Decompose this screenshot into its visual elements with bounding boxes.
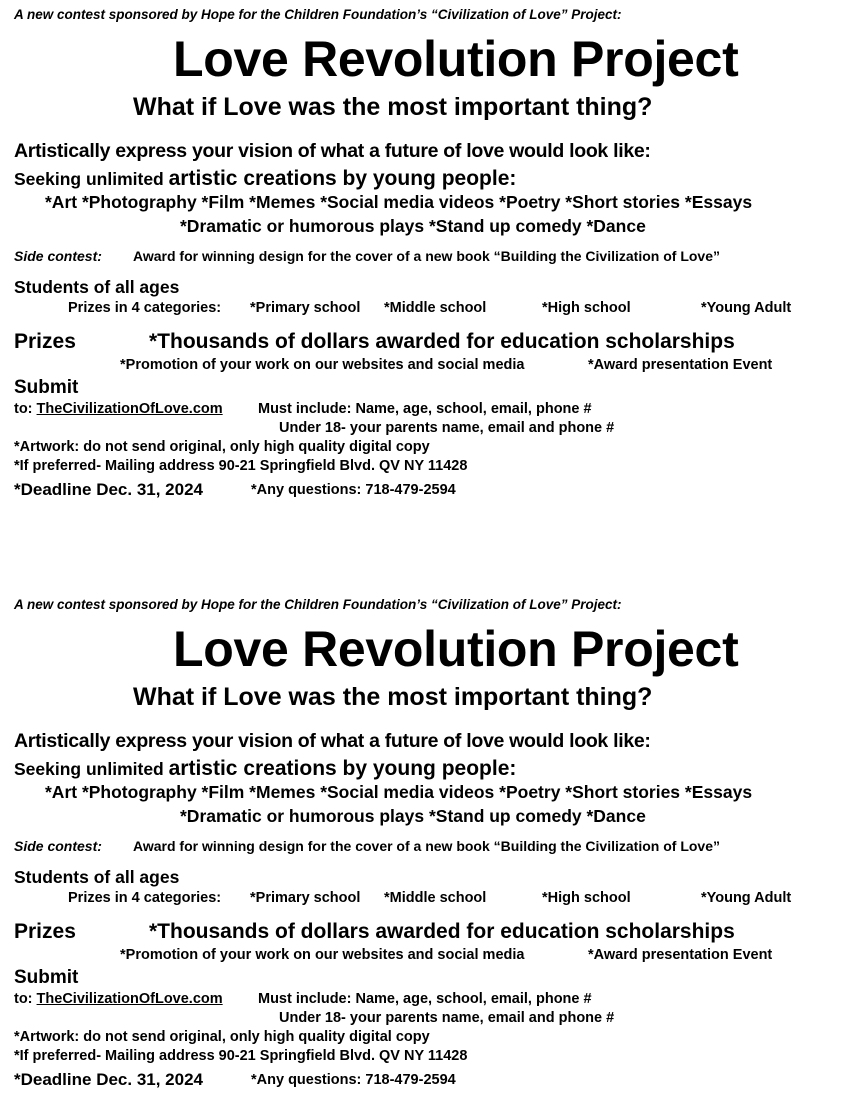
must-include-note: Must include: Name, age, school, email, phone # <box>258 401 592 417</box>
students-heading: Students of all ages <box>14 277 180 297</box>
side-contest-text: Award for winning design for the cover of a new book “Building the Civilization of Love” <box>133 248 720 264</box>
prize-category: *Primary school <box>250 300 361 316</box>
website-link[interactable]: TheCivilizationOfLove.com <box>36 991 223 1007</box>
seeking-emphasis: artistic creations by young people: <box>168 167 517 190</box>
media-list-line-2: *Dramatic or humorous plays *Stand up comedy *Dance <box>180 216 646 236</box>
deadline: *Deadline Dec. 31, 2024 <box>14 1070 204 1089</box>
must-include-note: Must include: Name, age, school, email, phone # <box>258 991 592 1007</box>
prize-category: *Young Adult <box>701 890 792 906</box>
submit-heading: Submit <box>14 967 79 988</box>
intro-line: A new contest sponsored by Hope for the Children Foundation’s “Civilization of Love” Project: <box>14 7 622 22</box>
side-contest-label: Side contest: <box>14 838 102 854</box>
seeking-prefix: Seeking unlimited <box>14 169 169 189</box>
seeking-prefix: Seeking unlimited <box>14 759 169 779</box>
subtitle: What if Love was the most important thing? <box>133 93 653 121</box>
promotion-note: *Promotion of your work on our websites and social media <box>120 357 525 373</box>
mailing-address-note: *If preferred- Mailing address 90-21 Springfield Blvd. QV NY 11428 <box>14 1048 468 1064</box>
questions-phone: *Any questions: 718-479-2594 <box>251 1072 456 1088</box>
prize-category: *High school <box>542 890 631 906</box>
page-title: Love Revolution Project <box>173 31 739 87</box>
questions-phone: *Any questions: 718-479-2594 <box>251 482 456 498</box>
prizes-label: Prizes <box>14 920 76 943</box>
side-contest-label: Side contest: <box>14 248 102 264</box>
submit-to-prefix: to: <box>14 991 37 1007</box>
media-list-line-1: *Art *Photography *Film *Memes *Social media videos *Poetry *Short stories *Essays <box>45 782 753 802</box>
submit-to-line <box>14 992 223 1007</box>
prizes-main: *Thousands of dollars awarded for education scholarships <box>149 330 735 353</box>
artwork-note: *Artwork: do not send original, only high quality digital copy <box>14 439 430 455</box>
under-18-note: Under 18- your parents name, email and phone # <box>279 1010 615 1026</box>
seeking-emphasis: artistic creations by young people: <box>168 757 517 780</box>
mailing-address-note: *If preferred- Mailing address 90-21 Springfield Blvd. QV NY 11428 <box>14 458 468 474</box>
award-event-note: *Award presentation Event <box>588 357 773 373</box>
express-heading: Artistically express your vision of what a future of love would look like: <box>14 730 651 752</box>
subtitle: What if Love was the most important thing? <box>133 683 653 711</box>
prize-categories-label: Prizes in 4 categories: <box>68 300 222 316</box>
submit-to-line <box>14 402 223 417</box>
prize-category: *Young Adult <box>701 300 792 316</box>
seeking-line <box>14 168 516 189</box>
artwork-note: *Artwork: do not send original, only high quality digital copy <box>14 1029 430 1045</box>
submit-heading: Submit <box>14 377 79 398</box>
award-event-note: *Award presentation Event <box>588 947 773 963</box>
intro-line: A new contest sponsored by Hope for the Children Foundation’s “Civilization of Love” Project: <box>14 597 622 612</box>
deadline: *Deadline Dec. 31, 2024 <box>14 480 204 499</box>
students-heading: Students of all ages <box>14 867 180 887</box>
under-18-note: Under 18- your parents name, email and phone # <box>279 420 615 436</box>
prize-category: *High school <box>542 300 631 316</box>
express-heading: Artistically express your vision of what a future of love would look like: <box>14 140 651 162</box>
page-title: Love Revolution Project <box>173 621 739 677</box>
prize-category: *Primary school <box>250 890 361 906</box>
prize-category: *Middle school <box>384 300 487 316</box>
media-list-line-1: *Art *Photography *Film *Memes *Social media videos *Poetry *Short stories *Essays <box>45 192 753 212</box>
prize-category: *Middle school <box>384 890 487 906</box>
prize-categories-label: Prizes in 4 categories: <box>68 890 222 906</box>
flyer-top <box>0 0 845 520</box>
flyer-bottom <box>0 590 845 1110</box>
prizes-label: Prizes <box>14 330 76 353</box>
media-list-line-2: *Dramatic or humorous plays *Stand up comedy *Dance <box>180 806 646 826</box>
promotion-note: *Promotion of your work on our websites and social media <box>120 947 525 963</box>
prizes-main: *Thousands of dollars awarded for education scholarships <box>149 920 735 943</box>
website-link[interactable]: TheCivilizationOfLove.com <box>36 401 223 417</box>
seeking-line <box>14 758 516 779</box>
submit-to-prefix: to: <box>14 401 37 417</box>
side-contest-text: Award for winning design for the cover of a new book “Building the Civilization of Love” <box>133 838 720 854</box>
